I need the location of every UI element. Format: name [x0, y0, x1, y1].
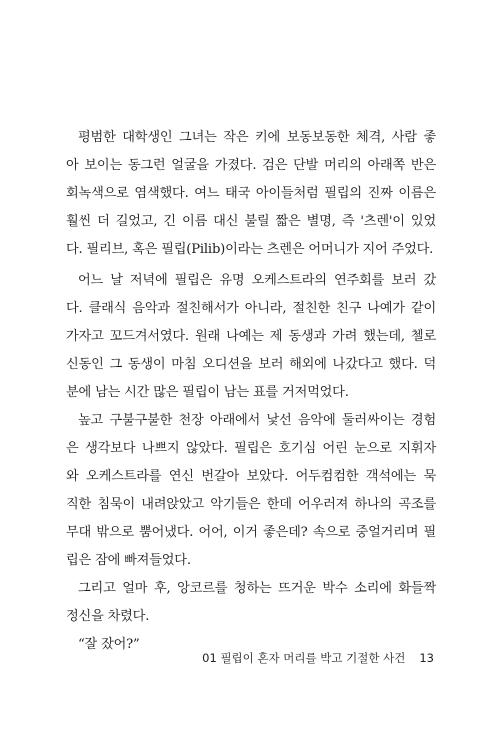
paragraph-2 — [66, 267, 436, 407]
paragraph-3 — [66, 407, 436, 575]
text-line: 높고 구불구불한 천장 아래에서 낯선 음악에 둘러싸이는 경험 — [78, 413, 436, 428]
text-line: 어느 날 저녁에 필립은 유명 오케스트라의 연주회를 보러 갔 — [78, 273, 436, 288]
text-line: 회녹색으로 염색했다. 여느 태국 아이들처럼 필립의 진짜 이름은 — [66, 186, 436, 201]
text-line: 분에 남는 시간 많은 필립이 남는 표를 거저먹었다. — [66, 385, 349, 400]
text-line: 와 오케스트라를 연신 번갈아 보았다. 어두컴컴한 객석에는 묵 — [66, 469, 436, 484]
text-line: 아 보이는 동그런 얼굴을 가졌다. 검은 단발 머리의 아래쪽 반은 — [66, 158, 436, 173]
page-footer — [202, 650, 434, 666]
text-line: 다. 클래식 음악과 절친해서가 아니라, 절친한 친구 나예가 같이 — [66, 301, 436, 316]
text-line: 직한 침묵이 내려앉았고 악기들은 한데 어우러져 하나의 곡조를 — [66, 497, 436, 512]
text-line: 정신을 차렸다. — [66, 609, 150, 624]
text-line: 가자고 꼬드겨서였다. 원래 나예는 제 동생과 가려 했는데, 첼로 — [66, 329, 436, 344]
dialogue-line: “잘 잤어?” — [78, 637, 140, 652]
text-line: 훨씬 더 길었고, 긴 이름 대신 불릴 짧은 별명, 즉 '츠렌'이 있었 — [66, 214, 436, 229]
text-line: 그리고 얼마 후, 앙코르를 청하는 뜨거운 박수 소리에 화들짝 — [78, 581, 436, 596]
paragraph-4 — [66, 575, 436, 631]
page-number: 13 — [419, 651, 434, 665]
text-line: 무대 밖으로 뿜어냈다. 어어, 이거 좋은데? 속으로 중얼거리며 필 — [66, 525, 436, 540]
text-line: 립은 잠에 빠져들었다. — [66, 553, 191, 568]
paragraph-1 — [66, 124, 436, 264]
text-line: 평범한 대학생인 그녀는 작은 키에 보동보동한 체격, 사람 좋 — [78, 130, 436, 145]
text-line: 다. 필리브, 혹은 필립(Pilib)이라는 츠렌은 어머니가 지어 주었다. — [66, 242, 434, 257]
text-line: 신동인 그 동생이 마침 오디션을 보러 해외에 나갔다고 했다. 덕 — [66, 357, 436, 372]
chapter-label: 01 필립이 혼자 머리를 박고 기절한 사건 — [202, 651, 406, 665]
text-line: 은 생각보다 나쁘지 않았다. 필립은 호기심 어린 눈으로 지휘자 — [66, 441, 436, 456]
